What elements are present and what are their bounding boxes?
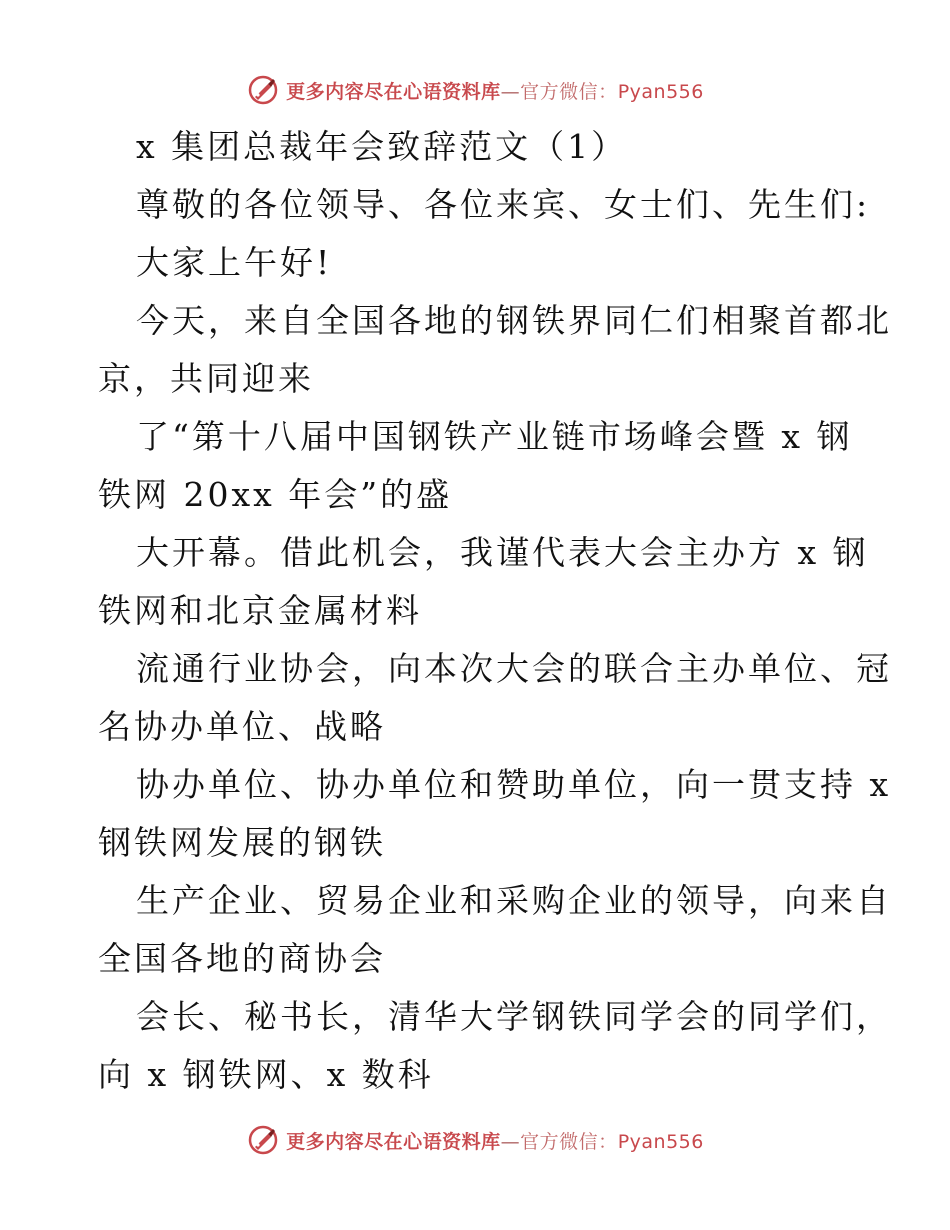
text-line: 铁网 20xx 年会”的盛: [98, 475, 453, 514]
text-line: 会长、秘书长，清华大学钢铁同学会的同学们，: [136, 997, 892, 1036]
text-line: 协办单位、协办单位和赞助单位，向一贯支持 x: [136, 765, 892, 804]
pen-logo-icon: [246, 73, 280, 107]
text-line: 京，共同迎来: [98, 359, 314, 398]
watermark-separator: —: [500, 1130, 521, 1153]
text-line: 名协办单位、战略: [98, 707, 386, 746]
text-line: 铁网和北京金属材料: [98, 591, 422, 630]
document-body: [98, 118, 892, 1104]
text-line: 大开幕。借此机会，我谨代表大会主办方 x 钢: [136, 533, 869, 572]
watermark-wechat-label: 官方微信：: [520, 1130, 618, 1153]
watermark-separator: —: [500, 80, 521, 103]
text-line: x 集团总裁年会致辞范文（1）: [136, 127, 628, 166]
text-line: 钢铁网发展的钢铁: [98, 823, 386, 862]
text-line: 生产企业、贸易企业和采购企业的领导，向来自: [136, 881, 892, 920]
watermark-wechat-label: 官方微信：: [520, 80, 618, 103]
watermark-wechat-id: Pyan556: [617, 1130, 704, 1153]
text-line: 全国各地的商协会: [98, 939, 386, 978]
text-line: 今天，来自全国各地的钢铁界同仁们相聚首都北: [136, 301, 892, 340]
text-line: 流通行业协会，向本次大会的联合主办单位、冠: [136, 649, 892, 688]
watermark-wechat-id: Pyan556: [617, 80, 704, 103]
watermark-main-text: 更多内容尽在心语资料库: [286, 80, 501, 103]
text-line: 向 x 钢铁网、x 数科: [98, 1055, 434, 1094]
text-line: 尊敬的各位领导、各位来宾、女士们、先生们:: [136, 185, 871, 224]
watermark-main-text: 更多内容尽在心语资料库: [286, 1130, 501, 1153]
text-line: 大家上午好!: [136, 243, 333, 282]
text-line: 了“第十八届中国钢铁产业链市场峰会暨 x 钢: [136, 417, 853, 456]
watermark-header: [0, 70, 950, 110]
pen-logo-icon: [246, 1123, 280, 1157]
watermark-footer: [0, 1120, 950, 1160]
